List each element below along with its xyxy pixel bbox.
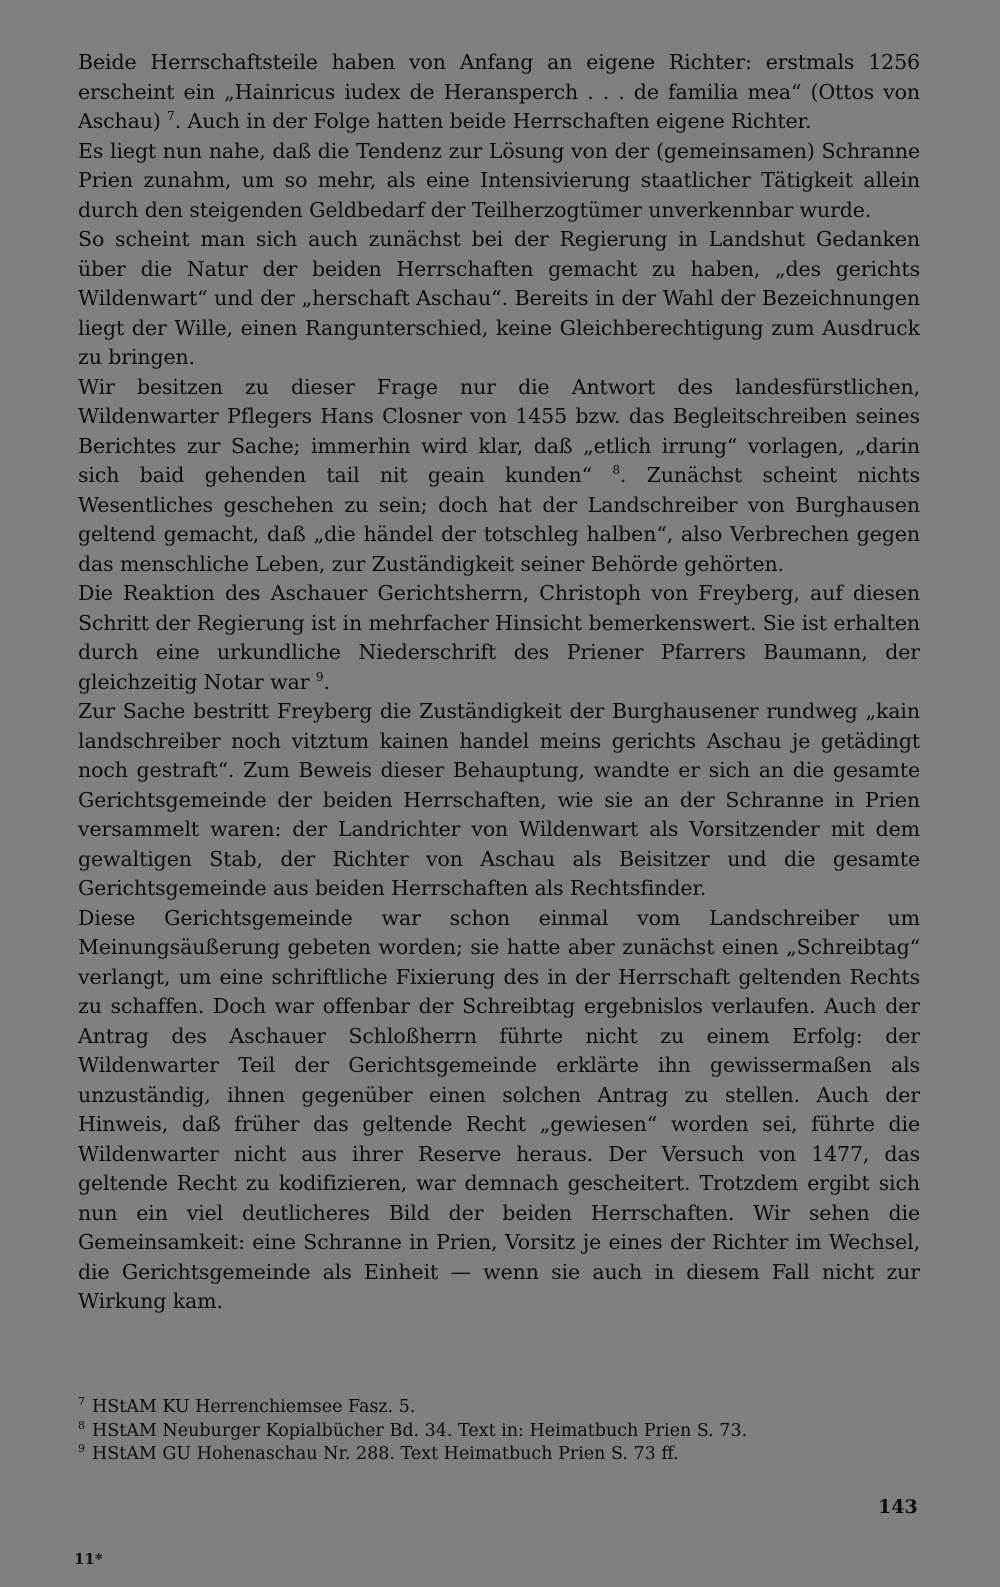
footnote: 8 HStAM Neuburger Kopialbücher Bd. 34. Text in: Heimatbuch Prien S. 73. <box>78 1418 748 1441</box>
footnote-text: HStAM KU Herrenchiemsee Fasz. 5. <box>92 1397 416 1417</box>
paragraph <box>78 225 920 373</box>
paragraph-text: . Zunächst scheint nichts Wesentliches geschehen zu sein; doch hat der Landschreiber von Burghausen geltend gemacht, daß „die händel der totschleg halben“, also Verbrechen gegen das menschliche Leben, zur Zuständigkeit seiner Behörde gehörten. <box>78 463 920 576</box>
paragraph-text: Zur Sache bestritt Freyberg die Zuständigkeit der Burghausener rundweg „kain landschreiber noch vitztum kainen handel meins gerichts Aschau je getädingt noch gestraft“. Zum Beweis dieser Behauptung, wandte er sich an die gesamte Gerichtsgemeinde der beiden Herrschaften, wie sie an der Schranne in Prien versammelt waren: der Landrichter von Wildenwart als Vorsitzender mit dem gewaltigen Stab, der Richter von Aschau als Beisitzer und die gesamte Gerichtsgemeinde aus beiden Herrschaften als Rechtsfinder. <box>78 699 920 900</box>
paragraph-text: Es liegt nun nahe, daß die Tendenz zur Lösung von der (gemeinsamen) Schranne Prien zunahm, um so mehr, als eine Intensivierung staatlicher Tätigkeit allein durch den steigenden Geldbedarf der Teilherzogtümer unverkennbar wurde. <box>78 138 920 222</box>
paragraph-text: . Auch in der Folge hatten beide Herrschaften eigene Richter. <box>174 109 812 133</box>
paragraph <box>78 373 920 580</box>
paragraph <box>78 579 920 697</box>
page-number: 143 <box>878 1496 918 1518</box>
footnote: 9 HStAM GU Hohenaschau Nr. 288. Text Heimatbuch Prien S. 73 ff. <box>78 1442 679 1464</box>
paragraph <box>78 697 920 904</box>
paragraph <box>78 137 920 226</box>
paragraph <box>78 904 920 1317</box>
paragraph-text: Die Reaktion des Aschauer Gerichtsherrn, Christoph von Freyberg, auf diesen Schritt der Regierung ist in mehrfacher Hinsicht bemerkenswert. Sie ist erhalten durch eine urkundliche Niederschrift des Priener Pfarrers Baumann, der gleichzeitig Notar war <box>78 581 920 694</box>
paragraph-text: Wir besitzen zu dieser Frage nur die Antwort des landesfürstlichen, Wildenwarter Pflegers Hans Closner von 1455 bzw. das Begleitschreiben seines Berichtes zur Sache; immerhin wird klar, daß „etlich irrung“ vorlagen, „darin sich baid gehenden tail nit geain kunden“ <box>78 374 920 487</box>
paragraph-text: So scheint man sich auch zunächst bei der Regierung in Landshut Gedanken über die Natur der beiden Herrschaften gemacht zu haben, „des gerichts Wildenwart“ und der „herschaft Aschau“. Bereits in der Wahl der Bezeichnungen liegt der Wille, einen Rangunterschied, keine Gleichberechtigung zum Ausdruck zu bringen. <box>78 227 920 369</box>
footnote: 7 HStAM KU Herrenchiemsee Fasz. 5. <box>78 1395 416 1417</box>
footnote-text: HStAM GU Hohenaschau Nr. 288. Text Heimatbuch Prien S. 73 ff. <box>92 1444 679 1464</box>
footnote-reference: 9 <box>315 669 324 684</box>
footnote-reference: 7 <box>167 109 175 124</box>
paragraph <box>78 48 920 137</box>
footnotes <box>78 1396 920 1467</box>
footnote-reference: 8 <box>612 463 620 478</box>
body-text <box>78 48 920 1317</box>
paragraph-text: Diese Gerichtsgemeinde war schon einmal vom Landschreiber um Meinungsäußerung gebeten worden; sie hatte aber zunächst einen „Schreibtag“ verlangt, um eine schriftliche Fixierung des in der Herrschaft geltenden Rechts zu schaffen. Doch war offenbar der Schreibtag ergebnislos verlaufen. Auch der Antrag des Aschauer Schloßherrn führte nicht zu einem Erfolg: der Wildenwarter Teil der Gerichtsgemeinde erklärte ihn gewissermaßen als unzuständig, ihnen gegenüber einen solchen Antrag zu stellen. Auch der Hinweis, daß früher das geltende Recht „gewiesen“ worden sei, führte die Wildenwarter nicht aus ihrer Reserve heraus. Der Versuch von 1477, das geltende Recht zu kodifizieren, war demnach gescheitert. Trotzdem ergibt sich nun ein viel deutlicheres Bild der beiden Herrschaften. Wir sehen die Gemeinsamkeit: eine Schranne in Prien, Vorsitz je eines der Richter im Wechsel, die Gerichtsgemeinde als Einheit — wenn sie auch in diesem Fall nicht zur Wirkung kam. <box>78 905 920 1313</box>
footnote-text: HStAM Neuburger Kopialbücher Bd. 34. Text in: Heimatbuch Prien S. 73. <box>92 1420 748 1441</box>
paragraph-text: Beide Herrschaftsteile haben von Anfang an eigene Richter: erstmals 1256 erscheint ein „Hainricus iudex de Heransperch . . . de familia mea“ (Ottos von Aschau) <box>78 50 920 133</box>
paragraph-text: . <box>323 669 330 694</box>
signature-mark: 11* <box>74 1550 103 1568</box>
